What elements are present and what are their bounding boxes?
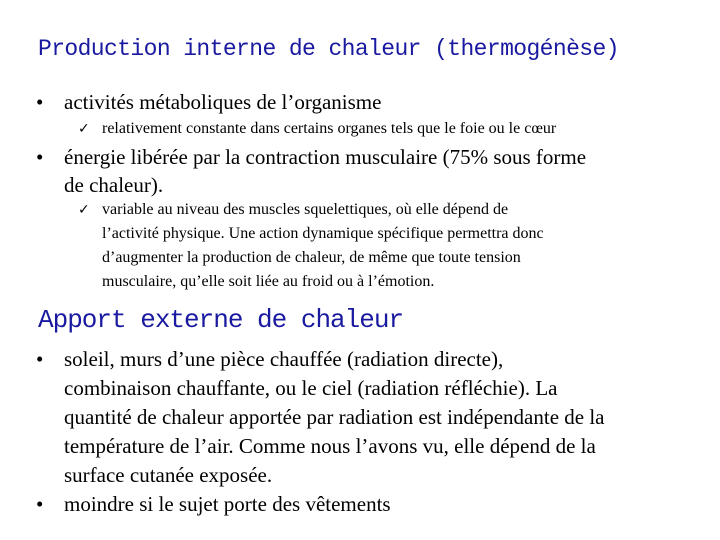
check-icon: ✓ [78,121,90,137]
subbullet-text-line: l’activité physique. Une action dynamique spécifique permettra donc [102,225,544,242]
bullet-text-line: de chaleur). [64,173,164,197]
subbullet-text-line: musculaire, qu’elle soit liée au froid ou à l’émotion. [102,273,435,290]
bullet-text: activités métaboliques de l’organisme [64,90,382,114]
bullet-icon: • [36,90,44,114]
bullet-text: moindre si le sujet porte des vêtements [64,492,391,516]
bullet-icon: • [36,347,44,371]
check-icon: ✓ [78,202,90,218]
bullet-icon: • [36,492,44,516]
subbullet-text-line: variable au niveau des muscles squelettiques, où elle dépend de [102,201,509,218]
subbullet-text-line: d’augmenter la production de chaleur, de même que toute tension [102,249,521,266]
section-title-internal-heat: Production interne de chaleur (thermogénèse) [38,36,619,62]
bullet-text-line: quantité de chaleur apportée par radiation est indépendante de la [64,405,605,429]
bullet-text-line: combinaison chauffante, ou le ciel (radiation réfléchie). La [64,376,558,400]
bullet-text-line: surface cutanée exposée. [64,463,273,487]
section-title-external-heat: Apport externe de chaleur [38,305,404,335]
bullet-text-line: énergie libérée par la contraction musculaire (75% sous forme [64,145,587,169]
subbullet-text: relativement constante dans certains organes tels que le foie ou le cœur [102,120,557,137]
bullet-icon: • [36,145,44,169]
bullet-text-line: soleil, murs d’une pièce chauffée (radiation directe), [64,347,504,371]
bullet-text-line: température de l’air. Comme nous l’avons vu, elle dépend de la [64,434,596,458]
